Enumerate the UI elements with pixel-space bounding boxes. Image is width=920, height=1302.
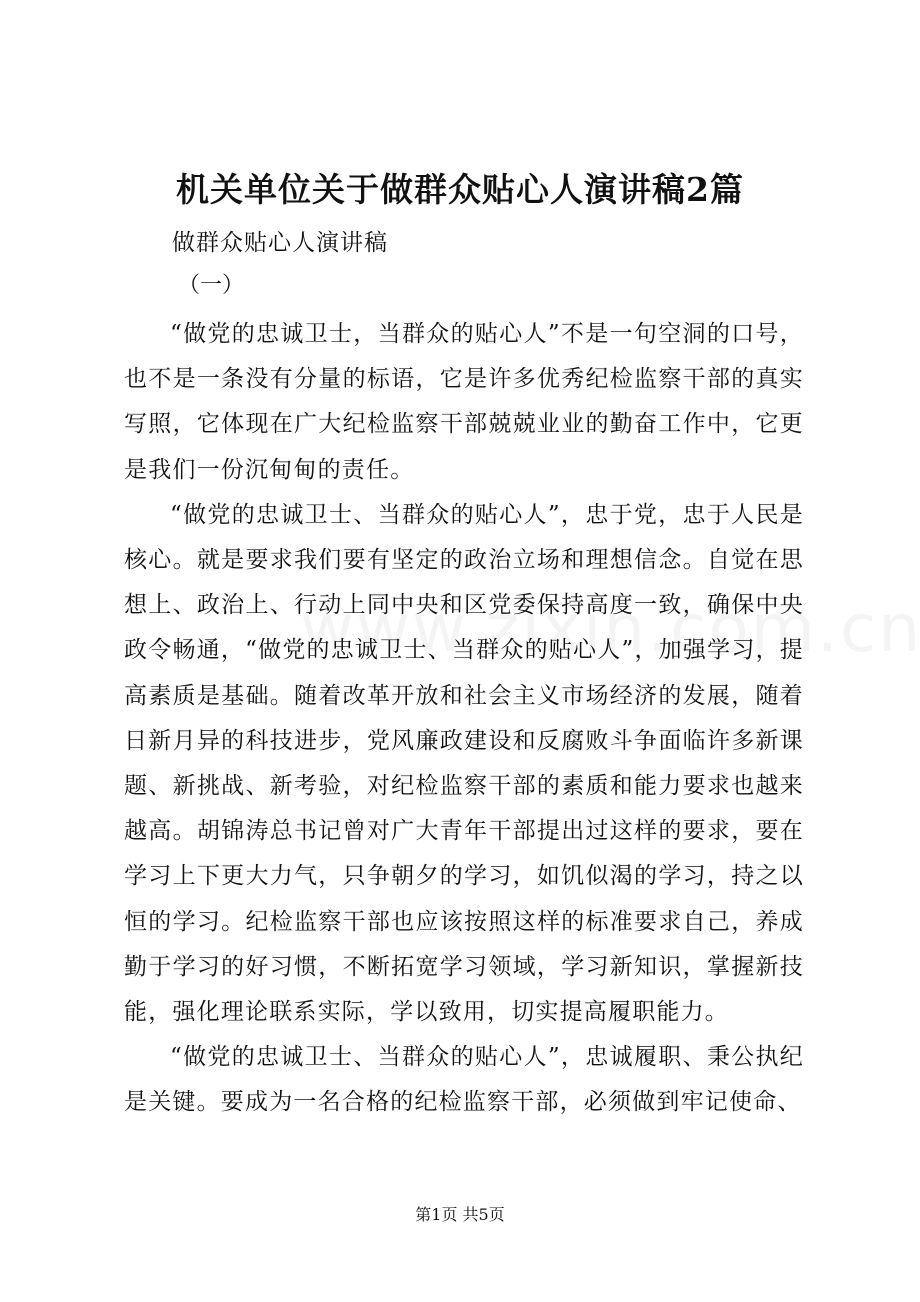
page-footer: 第1页 共5页 — [415, 1205, 505, 1224]
paragraph-1: “做党的忠诚卫士，当群众的贴心人”不是一句空洞的口号，也不是一条没有分量的标语，它是许多优秀纪检监察干部的真实写照，它体现在广大纪检监察干部兢兢业业的勤奋工作中，它更是我们一份沉甸甸的责任。 — [124, 321, 804, 483]
paragraph-2: “做党的忠诚卫士、当群众的贴心人”，忠于党，忠于人民是核心。就是要求我们要有坚定的政治立场和理想信念。自觉在思想上、政治上、行动上同中央和区党委保持高度一致，确保中央政令畅通，“做党的忠诚卫士、当群众的贴心人”，加强学习，提高素质是基础。随着改革开放和社会主义市场经济的发展，随着日新月异的科技进步，党风廉政建设和反腐败斗争面临许多新课题、新挑战、新考验，对纪检监察干部的素质和能力要求也越来越高。胡锦涛总书记曾对广大青年干部提出过这样的要求，要在学习上下更大力气，只争朝夕的学习，如饥似渴的学习，持之以恒的学习。纪检监察干部也应该按照这样的标准要求自己，养成勤于学习的好习惯，不断拓宽学习领域，学习新知识，掌握新技能，强化理论联系实际，学以致用，切实提高履职能力。 — [124, 501, 804, 1026]
section-number: （一） — [178, 273, 245, 298]
document-subtitle: 做群众贴心人演讲稿 — [172, 230, 388, 256]
paragraph-3: “做党的忠诚卫士、当群众的贴心人”，忠诚履职、秉公执纪是关键。要成为一名合格的纪检监察干部，必须做到牢记使命、 — [124, 1044, 804, 1116]
document-body — [124, 312, 804, 1126]
document-title: 机关单位关于做群众贴心人演讲稿2篇 — [176, 170, 744, 209]
